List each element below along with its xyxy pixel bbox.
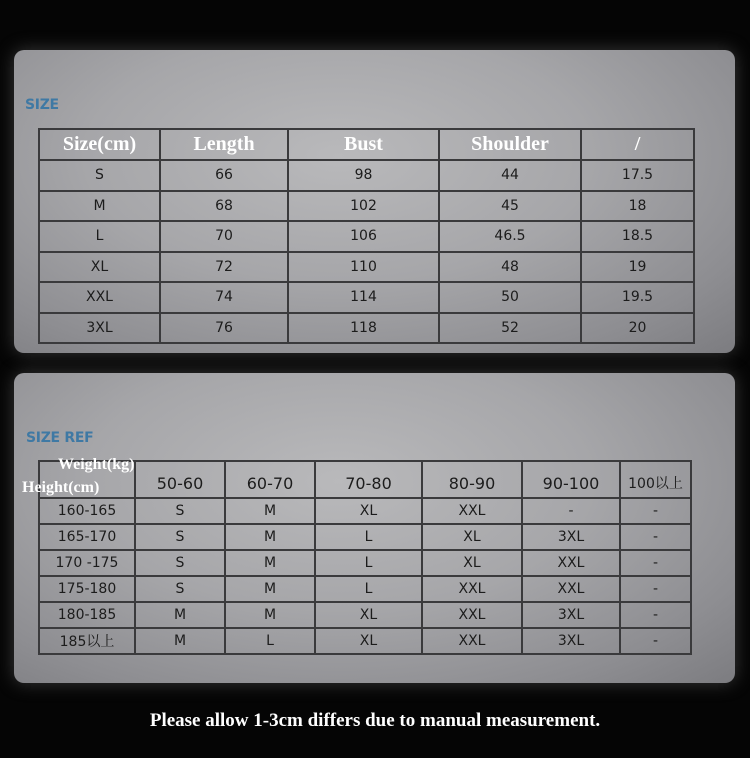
height-axis-label: Height(cm): [22, 479, 100, 496]
size-label-cell: S: [39, 160, 160, 191]
size-value-cell: 102: [288, 191, 439, 222]
size-chart-title: SIZE: [25, 97, 59, 113]
size-value-cell: 20: [581, 313, 694, 344]
size-ref-row: [39, 550, 691, 576]
size-ref-header-row: [39, 461, 691, 498]
recommended-size-cell: L: [225, 628, 315, 654]
recommended-size-cell: XXL: [422, 498, 522, 524]
size-value-cell: 76: [160, 313, 288, 344]
header-slash: /: [581, 129, 694, 160]
size-value-cell: 98: [288, 160, 439, 191]
weight-range-header: 90-100: [522, 461, 620, 498]
size-ref-row: [39, 576, 691, 602]
recommended-size-cell: -: [620, 524, 691, 550]
recommended-size-cell: M: [225, 602, 315, 628]
recommended-size-cell: 3XL: [522, 524, 620, 550]
size-value-cell: 70: [160, 221, 288, 252]
size-value-cell: 18: [581, 191, 694, 222]
size-chart-table: [38, 128, 695, 344]
height-range-cell: 180-185: [39, 602, 135, 628]
corner-cell: [22, 456, 135, 498]
recommended-size-cell: XXL: [422, 628, 522, 654]
size-value-cell: 66: [160, 160, 288, 191]
recommended-size-cell: XXL: [422, 602, 522, 628]
size-chart-row: [39, 252, 694, 283]
size-chart-header-row: [39, 129, 694, 160]
weight-range-header: 60-70: [225, 461, 315, 498]
height-range-cell: 175-180: [39, 576, 135, 602]
recommended-size-cell: -: [522, 498, 620, 524]
size-ref-row: [39, 602, 691, 628]
size-chart-row: [39, 160, 694, 191]
weight-range-header: 80-90: [422, 461, 522, 498]
size-label-cell: L: [39, 221, 160, 252]
recommended-size-cell: L: [315, 576, 422, 602]
weight-range-header: 50-60: [135, 461, 225, 498]
header-size: Size(cm): [39, 129, 160, 160]
size-label-cell: XL: [39, 252, 160, 283]
recommended-size-cell: M: [225, 576, 315, 602]
recommended-size-cell: S: [135, 498, 225, 524]
size-value-cell: 68: [160, 191, 288, 222]
weight-range-header: 70-80: [315, 461, 422, 498]
size-value-cell: 48: [439, 252, 581, 283]
size-ref-title: SIZE REF: [26, 430, 94, 446]
size-value-cell: 110: [288, 252, 439, 283]
recommended-size-cell: XXL: [522, 550, 620, 576]
size-ref-row: [39, 498, 691, 524]
size-ref-table: [22, 456, 692, 655]
recommended-size-cell: -: [620, 498, 691, 524]
recommended-size-cell: L: [315, 524, 422, 550]
recommended-size-cell: M: [135, 628, 225, 654]
size-value-cell: 19: [581, 252, 694, 283]
recommended-size-cell: -: [620, 628, 691, 654]
recommended-size-cell: XL: [315, 628, 422, 654]
size-chart-row: [39, 282, 694, 313]
size-ref-body: [39, 498, 691, 654]
recommended-size-cell: 3XL: [522, 602, 620, 628]
size-value-cell: 19.5: [581, 282, 694, 313]
size-chart-panel: [14, 50, 735, 353]
recommended-size-cell: S: [135, 576, 225, 602]
measurement-footnote: Please allow 1-3cm differs due to manual measurement.: [149, 710, 601, 731]
size-value-cell: 118: [288, 313, 439, 344]
weight-range-header: 100以上: [620, 461, 691, 498]
recommended-size-cell: 3XL: [522, 628, 620, 654]
size-value-cell: 17.5: [581, 160, 694, 191]
size-value-cell: 45: [439, 191, 581, 222]
height-range-cell: 185以上: [39, 628, 135, 654]
recommended-size-cell: XXL: [522, 576, 620, 602]
recommended-size-cell: M: [135, 602, 225, 628]
recommended-size-cell: -: [620, 576, 691, 602]
weight-axis-label: Weight(kg): [58, 456, 135, 473]
size-value-cell: 74: [160, 282, 288, 313]
header-bust: Bust: [288, 129, 439, 160]
size-value-cell: 72: [160, 252, 288, 283]
recommended-size-cell: XL: [422, 550, 522, 576]
recommended-size-cell: S: [135, 524, 225, 550]
size-ref-row: [39, 628, 691, 654]
height-range-cell: 170 -175: [39, 550, 135, 576]
recommended-size-cell: XL: [422, 524, 522, 550]
header-length: Length: [160, 129, 288, 160]
recommended-size-cell: S: [135, 550, 225, 576]
recommended-size-cell: -: [620, 602, 691, 628]
size-value-cell: 106: [288, 221, 439, 252]
recommended-size-cell: XXL: [422, 576, 522, 602]
header-shoulder: Shoulder: [439, 129, 581, 160]
size-label-cell: XXL: [39, 282, 160, 313]
size-label-cell: M: [39, 191, 160, 222]
recommended-size-cell: M: [225, 498, 315, 524]
size-chart-body: [39, 160, 694, 343]
recommended-size-cell: -: [620, 550, 691, 576]
size-ref-row: [39, 524, 691, 550]
recommended-size-cell: M: [225, 524, 315, 550]
recommended-size-cell: XL: [315, 498, 422, 524]
size-value-cell: 52: [439, 313, 581, 344]
size-value-cell: 50: [439, 282, 581, 313]
recommended-size-cell: M: [225, 550, 315, 576]
size-value-cell: 46.5: [439, 221, 581, 252]
size-chart-row: [39, 191, 694, 222]
size-chart-row: [39, 221, 694, 252]
size-value-cell: 18.5: [581, 221, 694, 252]
size-label-cell: 3XL: [39, 313, 160, 344]
size-value-cell: 44: [439, 160, 581, 191]
size-chart-row: [39, 313, 694, 344]
recommended-size-cell: L: [315, 550, 422, 576]
height-range-cell: 165-170: [39, 524, 135, 550]
size-ref-panel: [14, 373, 735, 683]
recommended-size-cell: XL: [315, 602, 422, 628]
size-value-cell: 114: [288, 282, 439, 313]
height-range-cell: 160-165: [39, 498, 135, 524]
